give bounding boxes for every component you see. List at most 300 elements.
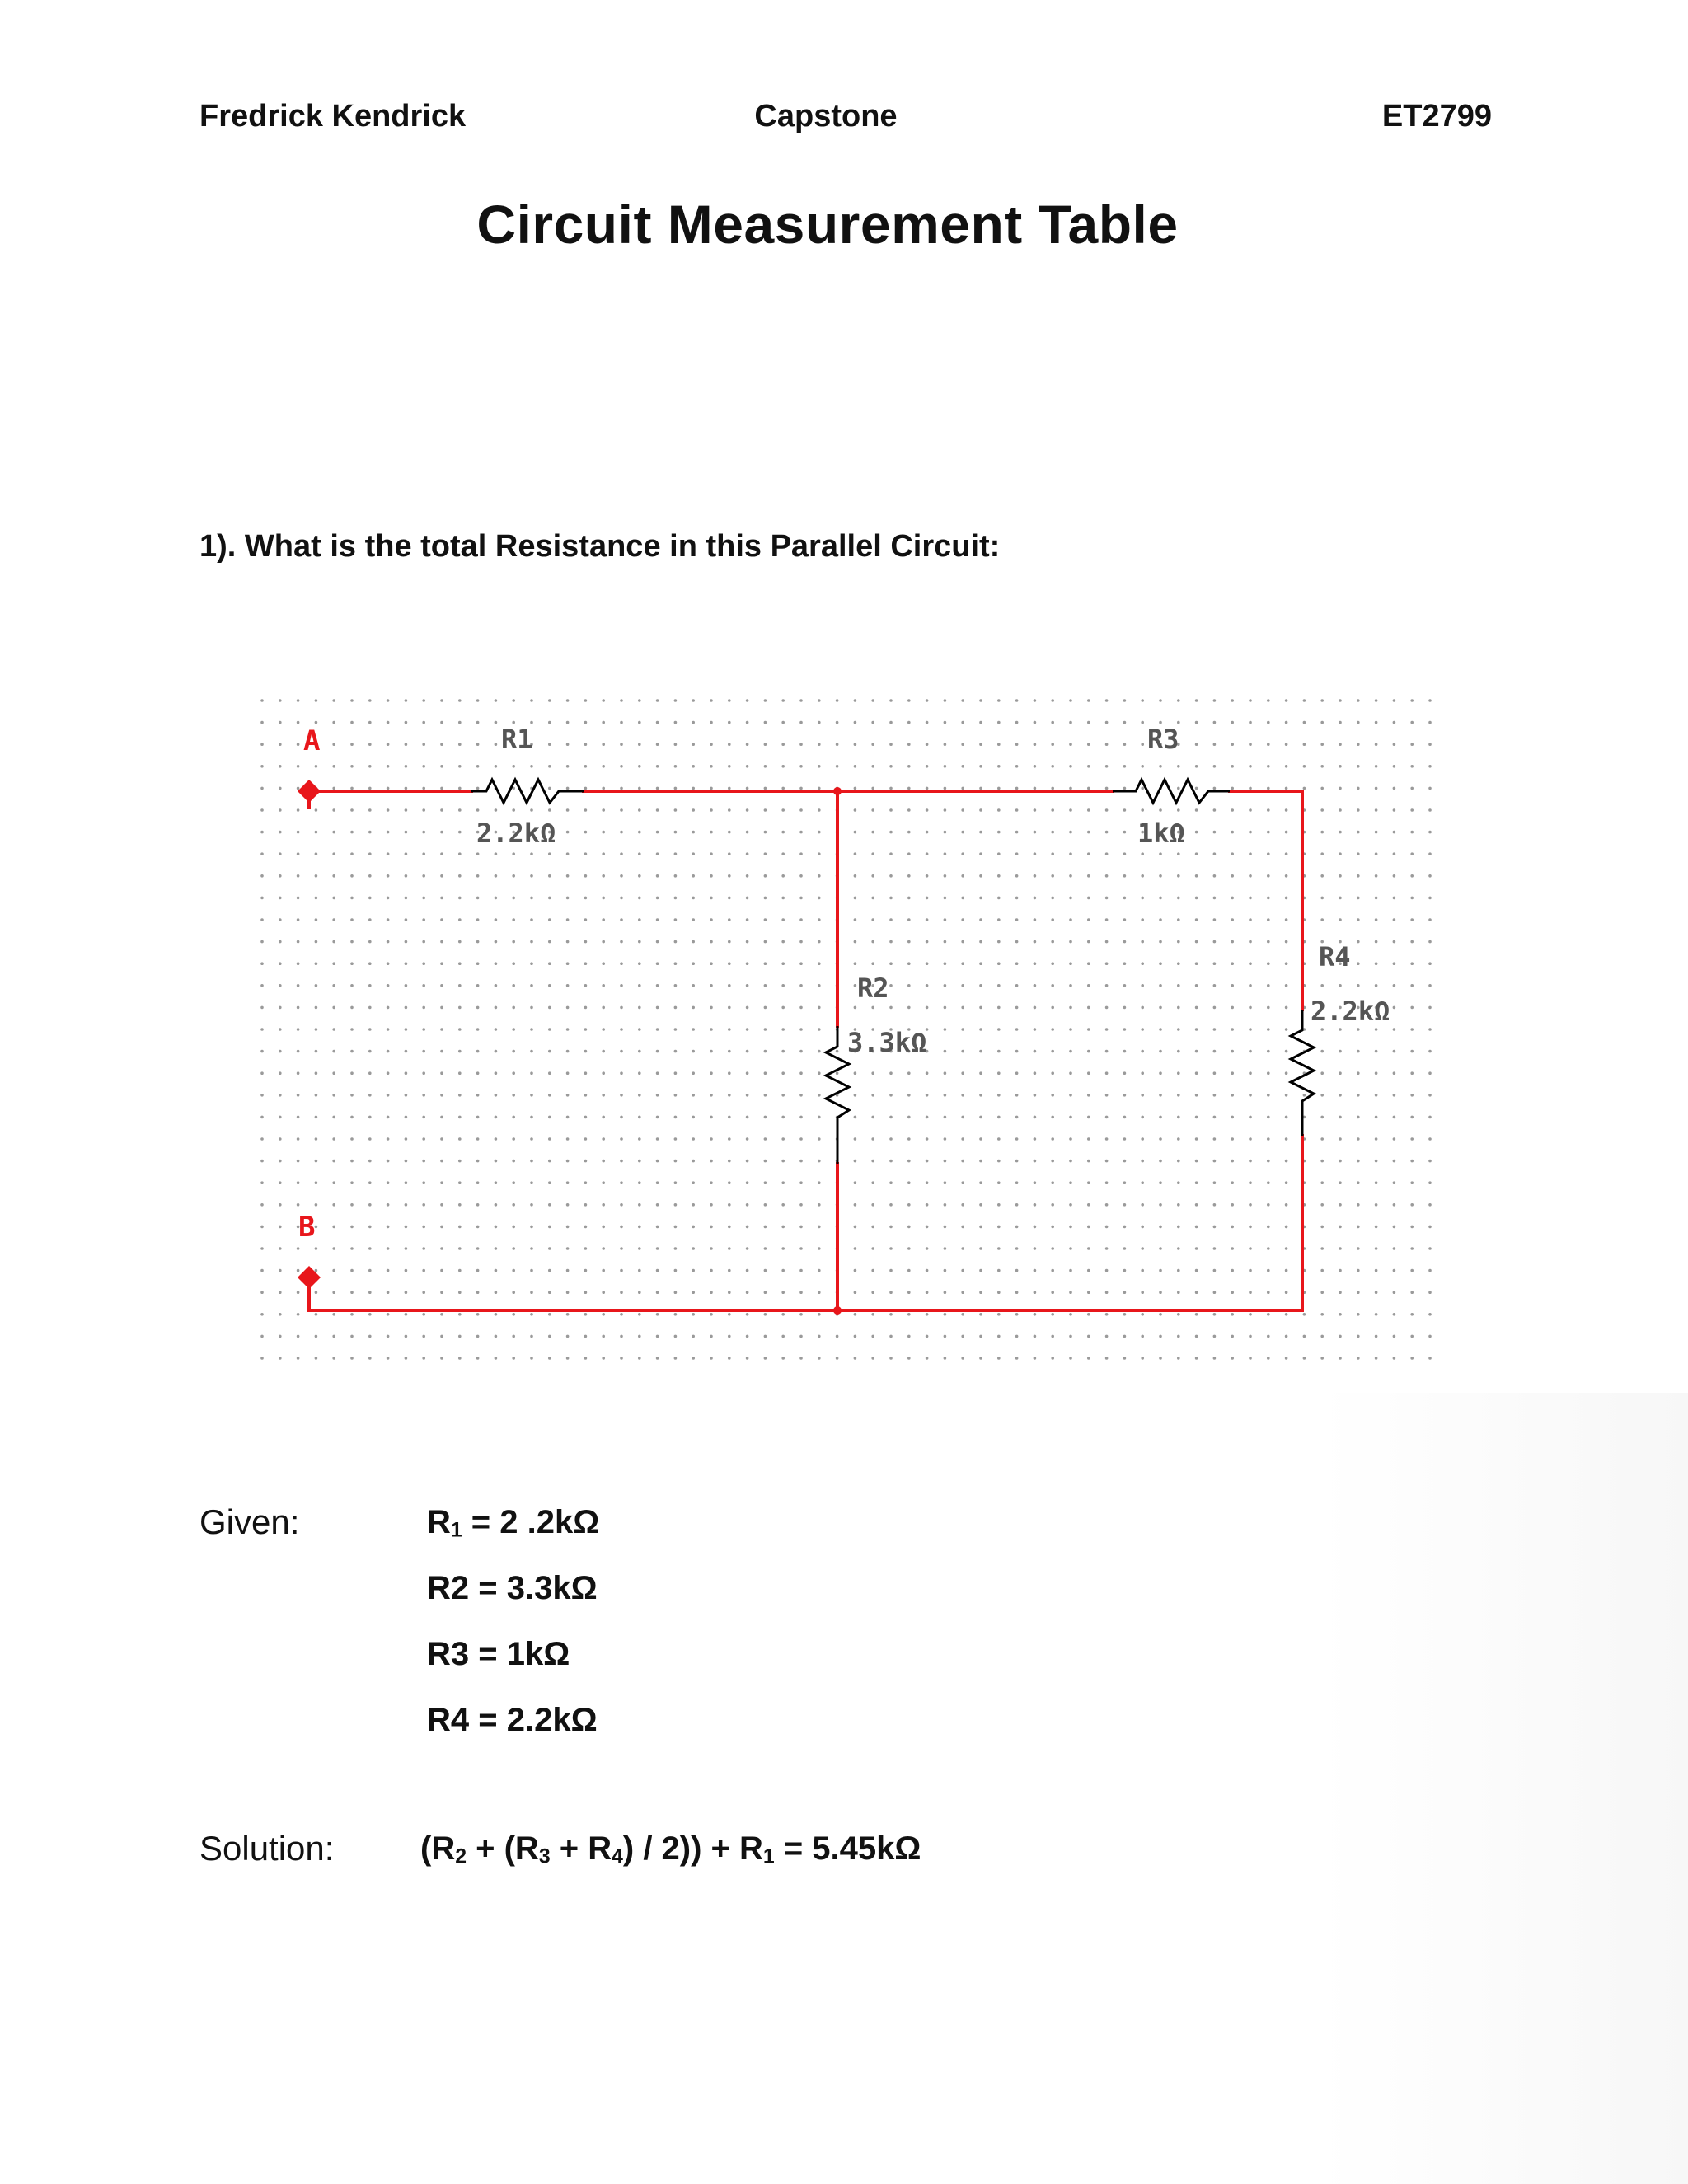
grid-dot [620, 1116, 623, 1119]
grid-dot [297, 787, 300, 790]
grid-dot [638, 1181, 641, 1184]
grid-dot [1285, 1006, 1288, 1010]
grid-dot [944, 918, 947, 921]
grid-dot [387, 699, 390, 702]
grid-dot [1231, 984, 1234, 987]
grid-dot [907, 831, 911, 834]
grid-dot [387, 1028, 390, 1031]
formula-subscript: 1 [762, 1845, 775, 1868]
grid-dot [315, 1116, 318, 1119]
grid-dot [440, 765, 443, 768]
grid-dot [1213, 1160, 1217, 1163]
grid-dot [1105, 1137, 1109, 1141]
grid-dot [907, 1116, 911, 1119]
grid-dot [907, 1226, 911, 1229]
grid-dot [907, 721, 911, 724]
grid-dot [315, 1181, 318, 1184]
grid-dot [944, 1028, 947, 1031]
grid-dot [584, 1226, 588, 1229]
grid-dot [710, 1116, 713, 1119]
grid-dot [710, 1203, 713, 1207]
grid-dot [944, 1071, 947, 1075]
grid-dot [979, 1357, 982, 1360]
grid-dot [584, 1291, 588, 1294]
grid-dot [1357, 743, 1360, 746]
grid-dot [368, 765, 372, 768]
grid-dot [746, 808, 749, 812]
grid-dot [746, 1335, 749, 1338]
grid-dot [620, 984, 623, 987]
grid-dot [1051, 699, 1054, 702]
grid-dot [368, 1247, 372, 1250]
grid-dot [1195, 1247, 1198, 1250]
grid-dot [907, 1335, 911, 1338]
grid-dot [368, 1006, 372, 1010]
terminal-b-label: B [298, 1211, 316, 1244]
grid-dot [422, 1137, 425, 1141]
grid-dot [926, 787, 929, 790]
grid-dot [584, 1335, 588, 1338]
grid-dot [638, 1203, 641, 1207]
grid-dot [1087, 1291, 1090, 1294]
grid-dot [1393, 984, 1396, 987]
grid-dot [1159, 1094, 1162, 1097]
grid-dot [1123, 1313, 1127, 1316]
grid-dot [297, 1006, 300, 1010]
grid-dot [1428, 1116, 1432, 1119]
grid-dot [1159, 1028, 1162, 1031]
wires [309, 791, 1302, 1310]
grid-dot [332, 1071, 335, 1075]
grid-dot [1393, 1247, 1396, 1250]
grid-dot [1428, 787, 1432, 790]
grid-dot [1051, 743, 1054, 746]
grid-dot [584, 852, 588, 855]
grid-dot [764, 1357, 767, 1360]
grid-dot [871, 699, 874, 702]
grid-dot [368, 1160, 372, 1163]
terminal-b[interactable] [298, 1211, 321, 1289]
grid-dot [979, 721, 982, 724]
grid-dot [332, 1335, 335, 1338]
grid-dot [530, 1160, 533, 1163]
grid-dot [1303, 765, 1306, 768]
grid-dot [889, 874, 893, 878]
grid-dot [1141, 1071, 1144, 1075]
grid-dot [818, 1181, 821, 1184]
grid-dot [1105, 1269, 1109, 1272]
grid-dot [944, 808, 947, 812]
grid-dot [1267, 1028, 1270, 1031]
grid-dot [1105, 874, 1109, 878]
grid-dot [1393, 1071, 1396, 1075]
grid-dot [1069, 918, 1072, 921]
grid-dot [584, 787, 588, 790]
grid-dot [907, 1247, 911, 1250]
grid-dot [674, 940, 678, 944]
grid-dot [926, 808, 929, 812]
grid-dot [315, 852, 318, 855]
grid-dot [1195, 918, 1198, 921]
grid-dot [1069, 1357, 1072, 1360]
grid-dot [1213, 1050, 1217, 1053]
grid-dot [961, 897, 964, 900]
grid-dot [512, 808, 515, 812]
grid-dot [279, 1335, 282, 1338]
grid-dot [926, 874, 929, 878]
grid-dot [620, 1094, 623, 1097]
grid-dot [1105, 699, 1109, 702]
grid-dot [260, 962, 264, 965]
grid-dot [1195, 962, 1198, 965]
grid-dot [279, 962, 282, 965]
grid-dot [961, 1137, 964, 1141]
grid-dot [1213, 743, 1217, 746]
grid-dot [405, 1160, 408, 1163]
grid-dot [1034, 984, 1037, 987]
grid-dot [638, 1291, 641, 1294]
grid-dot [440, 1247, 443, 1250]
grid-dot [1105, 808, 1109, 812]
grid-dot [1357, 787, 1360, 790]
grid-dot [961, 1269, 964, 1272]
resistor-r1[interactable] [471, 724, 584, 849]
grid-dot [818, 1137, 821, 1141]
grid-dot [1087, 743, 1090, 746]
grid-dot [926, 1203, 929, 1207]
grid-dot [476, 699, 480, 702]
grid-dot [818, 765, 821, 768]
grid-dot [1213, 1291, 1217, 1294]
grid-dot [1375, 1071, 1378, 1075]
grid-dot [1105, 1028, 1109, 1031]
grid-dot [656, 831, 659, 834]
grid-dot [907, 808, 911, 812]
grid-dot [458, 1050, 462, 1053]
grid-dot [279, 1291, 282, 1294]
grid-dot [1303, 1357, 1306, 1360]
grid-dot [279, 1181, 282, 1184]
grid-dot [1393, 1226, 1396, 1229]
grid-dot [584, 1269, 588, 1272]
grid-dot [1393, 940, 1396, 944]
grid-dot [1213, 699, 1217, 702]
grid-dot [692, 787, 695, 790]
grid-dot [1285, 1203, 1288, 1207]
grid-dot [781, 1203, 785, 1207]
grid-dot [566, 918, 570, 921]
grid-dot [1141, 808, 1144, 812]
terminal-a[interactable] [298, 724, 321, 803]
grid-dot [1069, 765, 1072, 768]
grid-dot [1267, 940, 1270, 944]
grid-dot [1069, 1050, 1072, 1053]
grid-dot [1320, 1160, 1324, 1163]
grid-dot [799, 831, 803, 834]
grid-dot [871, 831, 874, 834]
grid-dot [979, 765, 982, 768]
grid-dot [961, 984, 964, 987]
grid-dot [1069, 1071, 1072, 1075]
grid-dot [405, 1226, 408, 1229]
grid-dot [961, 765, 964, 768]
grid-dot [854, 1357, 857, 1360]
grid-dot [692, 1357, 695, 1360]
grid-dot [1195, 1160, 1198, 1163]
grid-dot [728, 831, 731, 834]
grid-dot [1357, 1094, 1360, 1097]
grid-dot [1177, 1050, 1180, 1053]
grid-dot [1213, 1028, 1217, 1031]
grid-dot [1231, 1313, 1234, 1316]
grid-dot [818, 874, 821, 878]
grid-dot [1195, 897, 1198, 900]
grid-dot [512, 940, 515, 944]
grid-dot [548, 874, 551, 878]
grid-dot [1087, 1357, 1090, 1360]
grid-dot [1015, 1050, 1019, 1053]
grid-dot [926, 918, 929, 921]
grid-dot [1015, 787, 1019, 790]
grid-dot [710, 1269, 713, 1272]
grid-dot [997, 984, 1001, 987]
grid-dot [979, 1116, 982, 1119]
resistor-r1-label: R1 [501, 724, 533, 755]
grid-dot [944, 1247, 947, 1250]
grid-dot [944, 874, 947, 878]
grid-dot [1249, 831, 1252, 834]
grid-dot [1195, 1028, 1198, 1031]
course-name: Capstone [754, 99, 898, 134]
grid-dot [692, 1071, 695, 1075]
grid-dot [1177, 1181, 1180, 1184]
grid-dot [710, 984, 713, 987]
grid-dot [440, 1028, 443, 1031]
grid-dot [1320, 918, 1324, 921]
grid-dot [1141, 1247, 1144, 1250]
grid-dot [422, 1203, 425, 1207]
grid-dot [512, 1006, 515, 1010]
grid-dot [1195, 765, 1198, 768]
grid-dot [818, 831, 821, 834]
grid-dot [422, 874, 425, 878]
grid-dot [1320, 1071, 1324, 1075]
grid-dot [1159, 1226, 1162, 1229]
grid-dot [889, 721, 893, 724]
grid-dot [1267, 897, 1270, 900]
grid-dot [279, 1006, 282, 1010]
grid-dot [440, 1313, 443, 1316]
grid-dot [1320, 1116, 1324, 1119]
grid-dot [1141, 984, 1144, 987]
grid-dot [279, 765, 282, 768]
grid-dot [656, 1050, 659, 1053]
grid-dot [530, 918, 533, 921]
grid-dot [1231, 721, 1234, 724]
grid-dot [692, 721, 695, 724]
grid-dot [1303, 787, 1306, 790]
grid-dot [1393, 1335, 1396, 1338]
grid-dot [1285, 699, 1288, 702]
grid-dot [368, 1071, 372, 1075]
grid-dot [1141, 1226, 1144, 1229]
grid-dot [1339, 1357, 1342, 1360]
grid-dot [620, 1226, 623, 1229]
grid-dot [1375, 1291, 1378, 1294]
grid-dot [332, 1226, 335, 1229]
grid-dot [512, 765, 515, 768]
grid-dot [1213, 852, 1217, 855]
grid-dot [728, 808, 731, 812]
grid-dot [495, 962, 498, 965]
junction-dot-bottom [833, 1306, 842, 1315]
grid-dot [889, 1116, 893, 1119]
grid-dot [332, 721, 335, 724]
grid-dot [1159, 962, 1162, 965]
grid-dot [1357, 1269, 1360, 1272]
grid-dot [422, 1181, 425, 1184]
grid-dot [260, 940, 264, 944]
grid-dot [566, 721, 570, 724]
grid-dot [1069, 984, 1072, 987]
grid-dot [458, 721, 462, 724]
grid-dot [495, 1203, 498, 1207]
grid-dot [512, 962, 515, 965]
grid-dot [512, 1160, 515, 1163]
circuit-diagram [247, 684, 1451, 1385]
grid-dot [1213, 808, 1217, 812]
grid-dot [997, 765, 1001, 768]
grid-dot [889, 1203, 893, 1207]
grid-dot [1141, 1050, 1144, 1053]
grid-dot [440, 1137, 443, 1141]
grid-dot [997, 1094, 1001, 1097]
grid-dot [1285, 1160, 1288, 1163]
grid-dot [1159, 1357, 1162, 1360]
grid-dot [495, 897, 498, 900]
grid-dot [530, 1181, 533, 1184]
grid-dot [889, 1094, 893, 1097]
grid-dot [332, 1247, 335, 1250]
grid-dot [764, 1137, 767, 1141]
resistor-r4[interactable] [1291, 941, 1390, 1136]
grid-dot [440, 831, 443, 834]
grid-dot [746, 984, 749, 987]
grid-dot [332, 1313, 335, 1316]
grid-dot [1069, 721, 1072, 724]
grid-dot [1087, 1313, 1090, 1316]
resistor-r3[interactable] [1113, 724, 1230, 849]
grid-dot [781, 765, 785, 768]
grid-dot [1141, 1291, 1144, 1294]
grid-dot [1213, 787, 1217, 790]
grid-dot [979, 1226, 982, 1229]
grid-dot [944, 765, 947, 768]
grid-dot [1123, 962, 1127, 965]
grid-dot [1195, 1335, 1198, 1338]
grid-dot [1410, 984, 1414, 987]
grid-dot [944, 721, 947, 724]
grid-dot [656, 787, 659, 790]
grid-dot [584, 874, 588, 878]
grid-dot [279, 897, 282, 900]
grid-dot [1105, 787, 1109, 790]
grid-dot [979, 1313, 982, 1316]
grid-dot [620, 1028, 623, 1031]
grid-dot [530, 1137, 533, 1141]
grid-dot [1105, 1203, 1109, 1207]
grid-dot [728, 1050, 731, 1053]
grid-dot [1123, 1137, 1127, 1141]
grid-dot [781, 1050, 785, 1053]
grid-dot [997, 1181, 1001, 1184]
grid-dot [889, 1226, 893, 1229]
grid-dot [854, 743, 857, 746]
grid-dot [1123, 1028, 1127, 1031]
grid-dot [458, 699, 462, 702]
grid-dot [495, 984, 498, 987]
grid-dot [1267, 1357, 1270, 1360]
grid-dot [1069, 897, 1072, 900]
grid-dot [781, 808, 785, 812]
grid-dot [1410, 1247, 1414, 1250]
grid-dot [692, 874, 695, 878]
grid-dot [279, 699, 282, 702]
grid-dot [260, 1006, 264, 1010]
grid-dot [566, 874, 570, 878]
grid-dot [1159, 897, 1162, 900]
grid-dot [944, 1203, 947, 1207]
grid-dot [1015, 1247, 1019, 1250]
grid-dot [854, 1006, 857, 1010]
grid-dot [944, 1006, 947, 1010]
grid-dot [1393, 918, 1396, 921]
grid-dot [854, 940, 857, 944]
grid-dot [1410, 743, 1414, 746]
grid-dot [1051, 721, 1054, 724]
grid-dot [260, 699, 264, 702]
grid-dot [1285, 874, 1288, 878]
grid-dot [1410, 874, 1414, 878]
grid-dot [871, 1335, 874, 1338]
grid-dot [764, 1050, 767, 1053]
grid-dot [602, 831, 605, 834]
grid-dot [710, 787, 713, 790]
grid-dot [1428, 1181, 1432, 1184]
grid-dot [799, 787, 803, 790]
grid-dot [297, 984, 300, 987]
grid-dot [1231, 962, 1234, 965]
grid-dot [350, 940, 354, 944]
grid-dot [1285, 721, 1288, 724]
grid-dot [297, 1313, 300, 1316]
grid-dot [1428, 984, 1432, 987]
grid-dot [1339, 897, 1342, 900]
grid-dot [871, 1269, 874, 1272]
grid-dot [530, 1050, 533, 1053]
grid-dot [440, 1006, 443, 1010]
resistor-r2[interactable] [826, 972, 926, 1164]
grid-dot [422, 765, 425, 768]
grid-dot [548, 1137, 551, 1141]
grid-dot [907, 897, 911, 900]
grid-dot [1087, 1071, 1090, 1075]
grid-dot [1393, 743, 1396, 746]
grid-dot [764, 1313, 767, 1316]
grid-dot [692, 1247, 695, 1250]
grid-dot [1195, 743, 1198, 746]
grid-dot [854, 918, 857, 921]
